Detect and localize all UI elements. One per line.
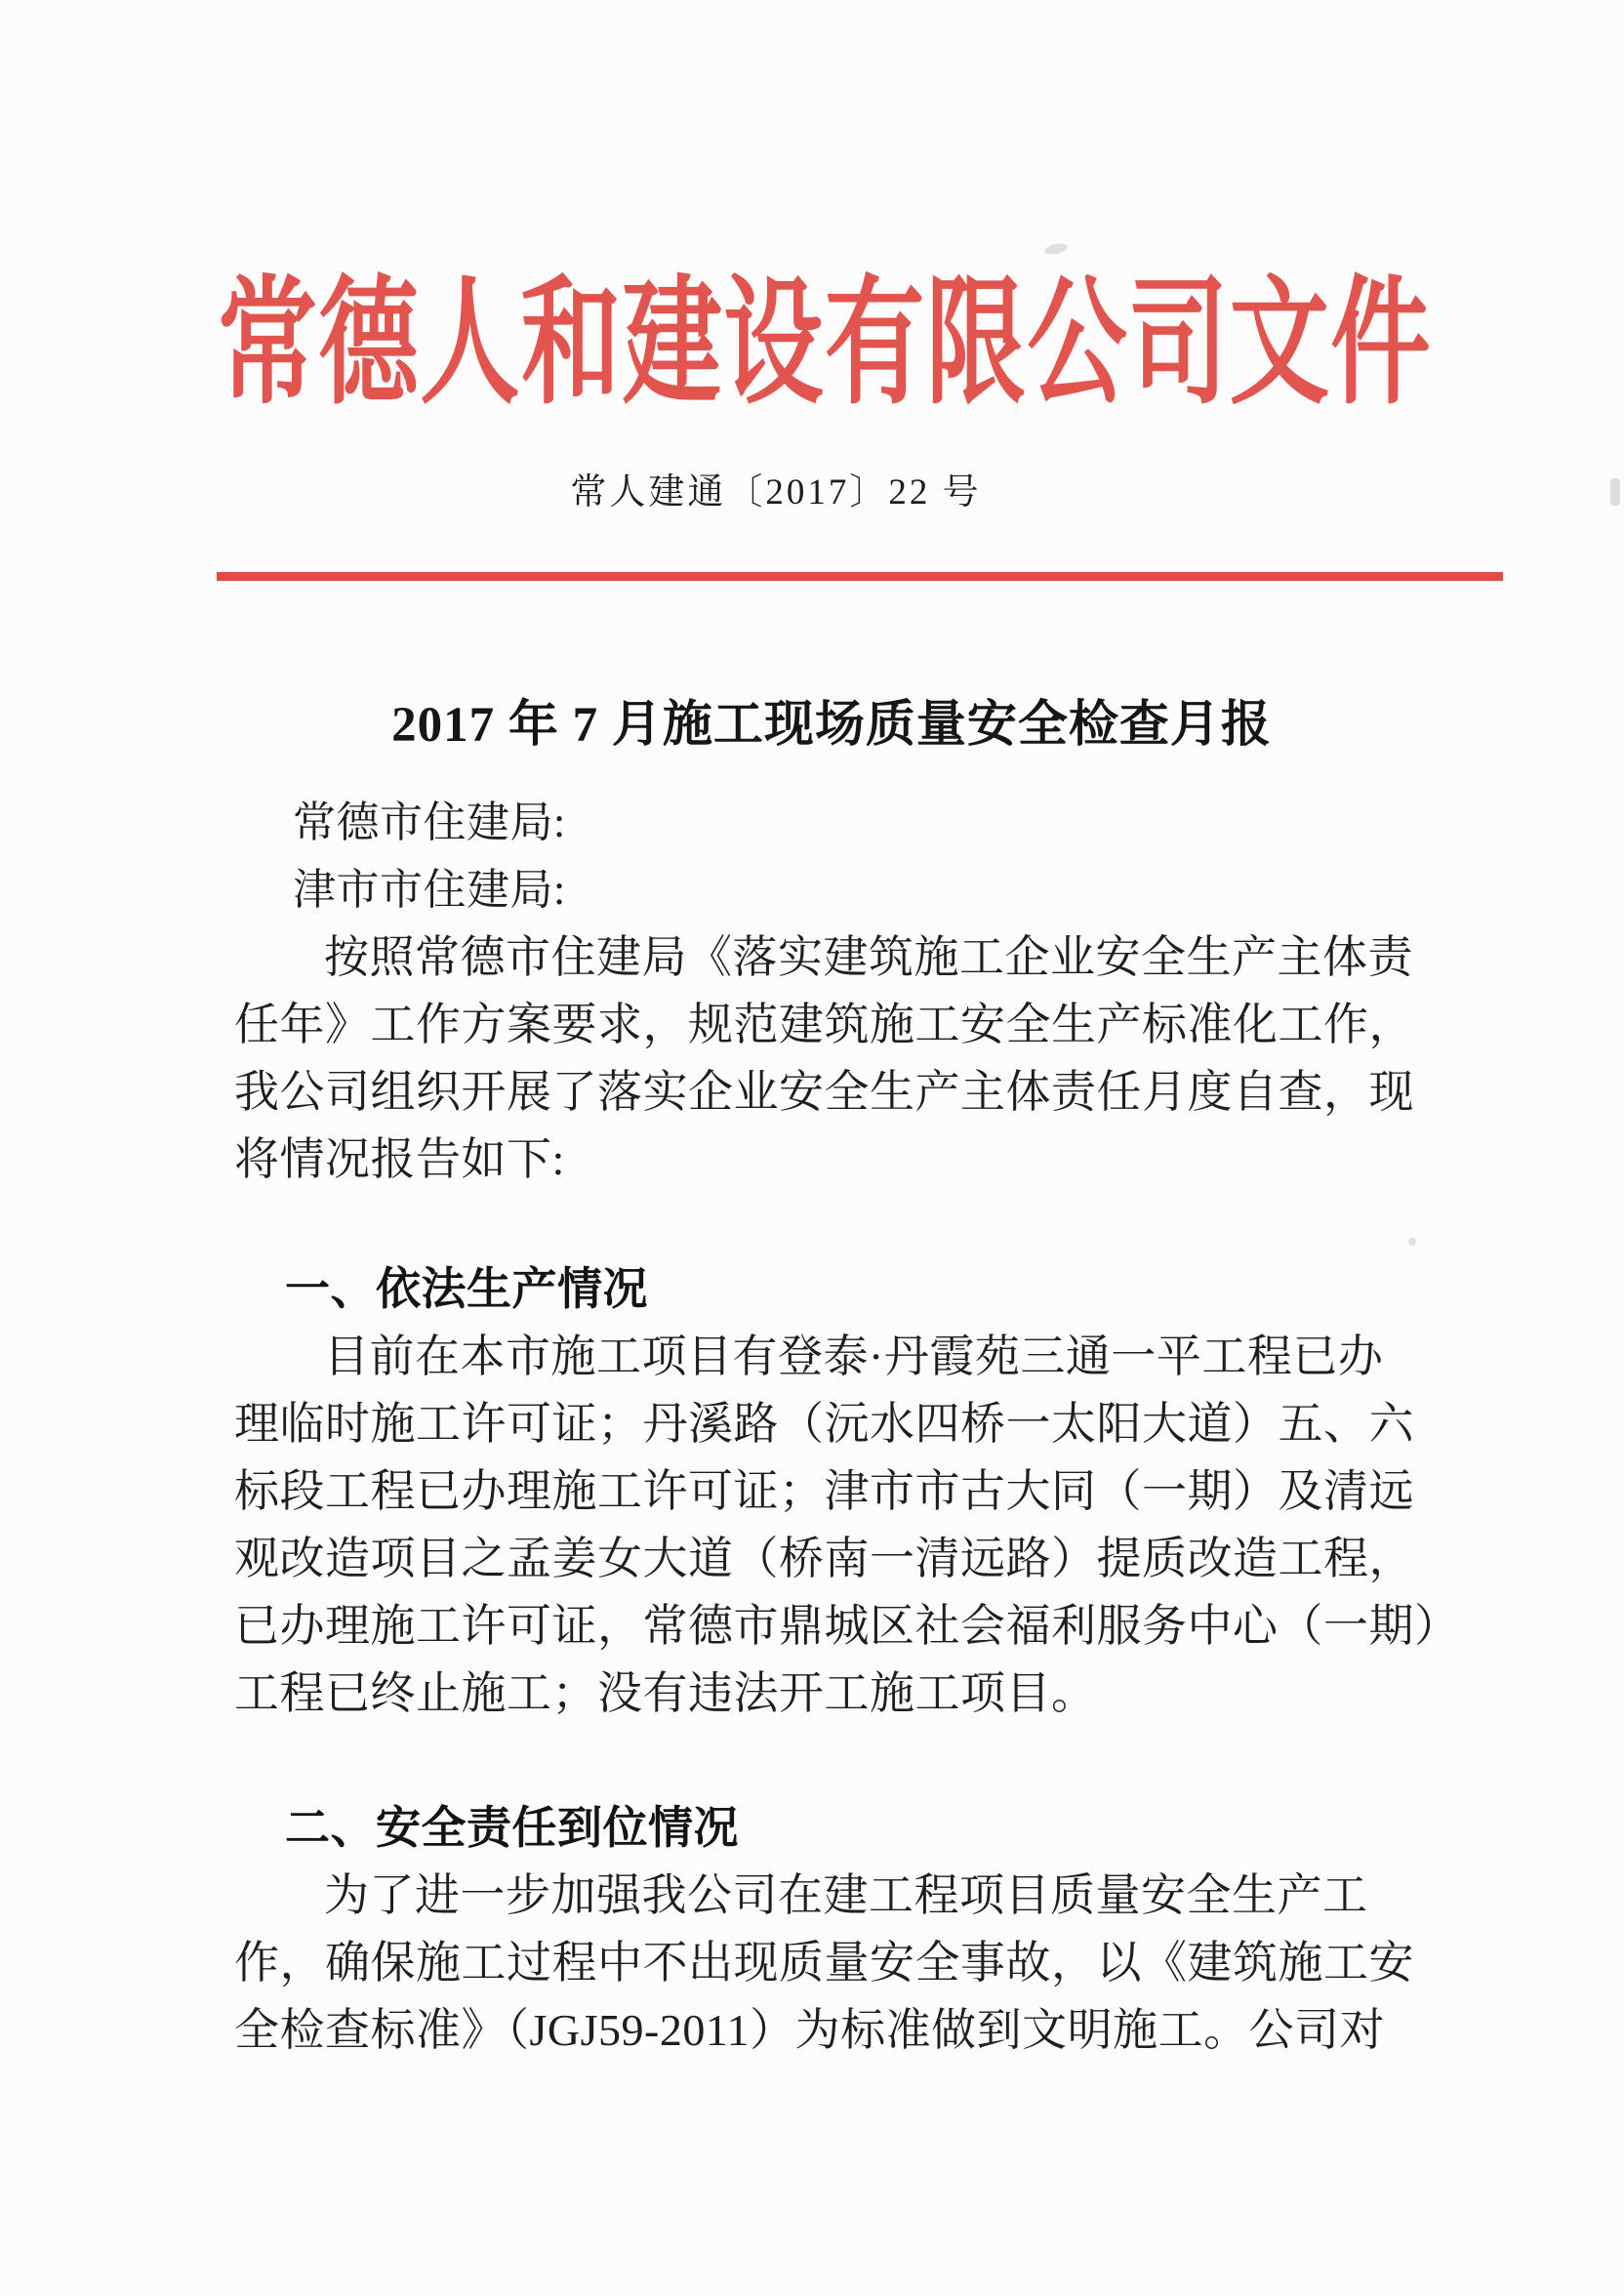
letterhead-divider-rule <box>217 572 1503 581</box>
doc-reference-number: 常人建通〔2017〕22 号 <box>570 472 982 512</box>
section-2-paragraph-line: 作，确保施工过程中不出现质量安全事故，以《建筑施工安 <box>234 1938 1414 1988</box>
section-1-heading: 一、依法生产情况 <box>285 1263 648 1314</box>
intro-paragraph-line: 按照常德市住建局《落实建筑施工企业安全生产主体责 <box>324 932 1413 982</box>
letterhead-org-title: 常德人和建设有限公司文件 <box>217 266 1433 421</box>
section-2-paragraph-line: 全检查标准》（JGJ59-2011）为标准做到文明施工。公司对 <box>234 2005 1386 2055</box>
scan-artifact-speck <box>1610 478 1620 506</box>
document-body <box>234 789 1460 2064</box>
section-2-paragraph-line: 为了进一步加强我公司在建工程项目质量安全生产工 <box>324 1870 1368 1920</box>
section-1-paragraph-line: 标段工程已办理施工许可证；津市市古大同（一期）及清远 <box>234 1466 1414 1516</box>
intro-paragraph-line: 将情况报告如下: <box>234 1134 565 1184</box>
addressee-line-2: 津市市住建局: <box>293 866 566 914</box>
scan-artifact-speck <box>1043 242 1069 257</box>
section-1-paragraph-line: 工程已终止施工；没有违法开工施工项目。 <box>234 1668 1097 1718</box>
section-1-paragraph-line: 已办理施工许可证，常德市鼎城区社会福利服务中心（一期） <box>234 1601 1460 1651</box>
section-1-paragraph-line: 目前在本市施工项目有登泰·丹霞苑三通一平工程已办 <box>324 1332 1384 1381</box>
addressee-line-1: 常德市住建局: <box>293 799 566 846</box>
intro-paragraph-line: 我公司组织开展了落实企业安全生产主体责任月度自查，现 <box>234 1067 1414 1117</box>
intro-paragraph-line: 任年》工作方案要求，规范建筑施工安全生产标准化工作， <box>234 1000 1414 1049</box>
section-1-paragraph-line: 理临时施工许可证；丹溪路（沅水四桥一太阳大道）五、六 <box>234 1399 1414 1449</box>
section-1-paragraph-line: 观改造项目之孟姜女大道（桥南一清远路）提质改造工程， <box>234 1534 1414 1583</box>
section-2-heading: 二、安全责任到位情况 <box>285 1802 739 1853</box>
document-title: 2017 年 7 月施工现场质量安全检查月报 <box>391 698 1272 753</box>
